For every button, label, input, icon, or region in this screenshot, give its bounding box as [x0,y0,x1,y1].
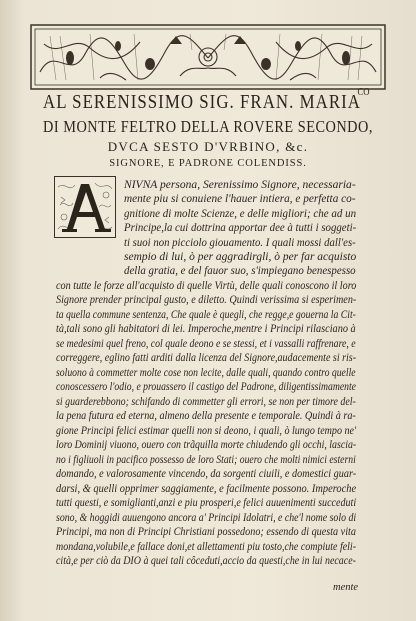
body-text-line: si guarderebbono; schifando di commetter gli errori, se non per timore del- [56,396,356,408]
body-text-line: la pena futura ed eterna, almeno della presente e temporale. Quindi à ra- [56,410,356,422]
body-text-line: darsi, & quelli opprimer saggiamente, e facilmente possono. Imperoche [56,483,357,495]
body-text-line: con tutte le forze all'acquisto di quelle Virtù, delle quali conoscono il loro [56,280,357,292]
decorated-initial [54,176,116,238]
initial-letter-text: A [85,235,86,236]
body-text-line: tà,tali sono gli habitatori di lei. Imperoche,mentre i Principi rilasciano à [56,323,356,335]
body-text-line: ta quella commune sentenza, Che quale è quegli, che regge,e gouerna la Cit- [56,309,356,321]
body-text-line: sempio di lui, ò per aggradirgli, ò per far acquisto [124,251,357,263]
body-text-line: Principe,la cui dottrina apportar dee à tutti i soggeti- [124,222,357,234]
dedication-heading-line-1: AL SERENISSIMO SIG. FRAN. $MARIA^{CO}$ [43,87,370,113]
body-text-line: Signore prender principal gusto, e diletto. Quindi verissima si esperimen- [56,294,357,306]
decorated-initial-icon [55,177,115,237]
body-text-line: domando, e valorosamente vincendo, da sorgenti ciuili, e domestici guar- [56,468,357,480]
ornamental-headpiece [30,24,386,90]
body-text-line: Principi, ma non di Principi Christiani possedono; essendo di questa vita [56,526,356,538]
body-text-line: soluono à commetter molte cose non lecite, dalle quali, quando contro quelle [56,367,356,379]
body-text-line: correggere, eglino fatti arditi dalla licenza del Signore,audacemente si ris- [56,352,357,364]
body-text-line: conoscessero l'odio, e prouassero il castigo del Padrone, diligentissimamente [56,381,356,393]
body-text-line: sono, & hoggidi auuengono ancora a' Principi Idolatri, e che'l nome solo di [56,512,357,524]
body-text-line: ti suoi non picciolo giouamento. I quali mossi dall'es- [124,237,356,249]
body-text-line: della gratia, e del fauor suo, s'impiegano benespesso [124,265,356,277]
heading-superscript: CO [357,87,370,98]
body-text-line: no i figliuoli in pacifico possesso de loro Stati; ouero che molti nimici esterni [56,454,356,466]
catchword: mente [333,582,359,593]
body-text-line: gione Principi felici estimar quelli non si deono, i quali, ò lungo tempo ne' [56,425,357,437]
body-text-line: tutti questi, e somiglianti,anzi e piu prosperi,e felici auuenimenti succeduti [56,497,357,509]
body-text-line: cità,e per ciò da DIO à quei tali côceduti,accio da questi,che in lui necace- [56,555,356,567]
body-text-line: loro Dominij viuono, ouero con trãquilla morte chiudendo gli occhi, lascia- [56,439,357,451]
dedication-heading-line-4: SIGNORE, E PADRONE COLENDISS. [109,158,307,169]
dedication-heading-line-2: DI MONTE FELTRO DELLA ROVERE SECONDO, [43,117,373,136]
body-text-line: mondana,volubile,e fallace doni,et allettamenti piu tosto,che compiute feli- [56,541,357,553]
body-text-line: NIVNA persona, Serenissimo Signore, necessaria- [124,179,356,191]
dedication-heading-line-3: DVCA SESTO D'VRBINO, &c. [107,139,309,154]
body-text-line: gnitione di molte Scienze, e delle migliori; che ad un [124,208,357,220]
woodcut-ornament-icon [30,24,386,90]
body-text-line: se medesimi quel freno, col quale deono e se stessi, et i vassalli raffrenare, e [56,338,356,350]
body-text-line: mente piu si conuiene l'hauer intiera, e perfetta co- [124,193,356,205]
